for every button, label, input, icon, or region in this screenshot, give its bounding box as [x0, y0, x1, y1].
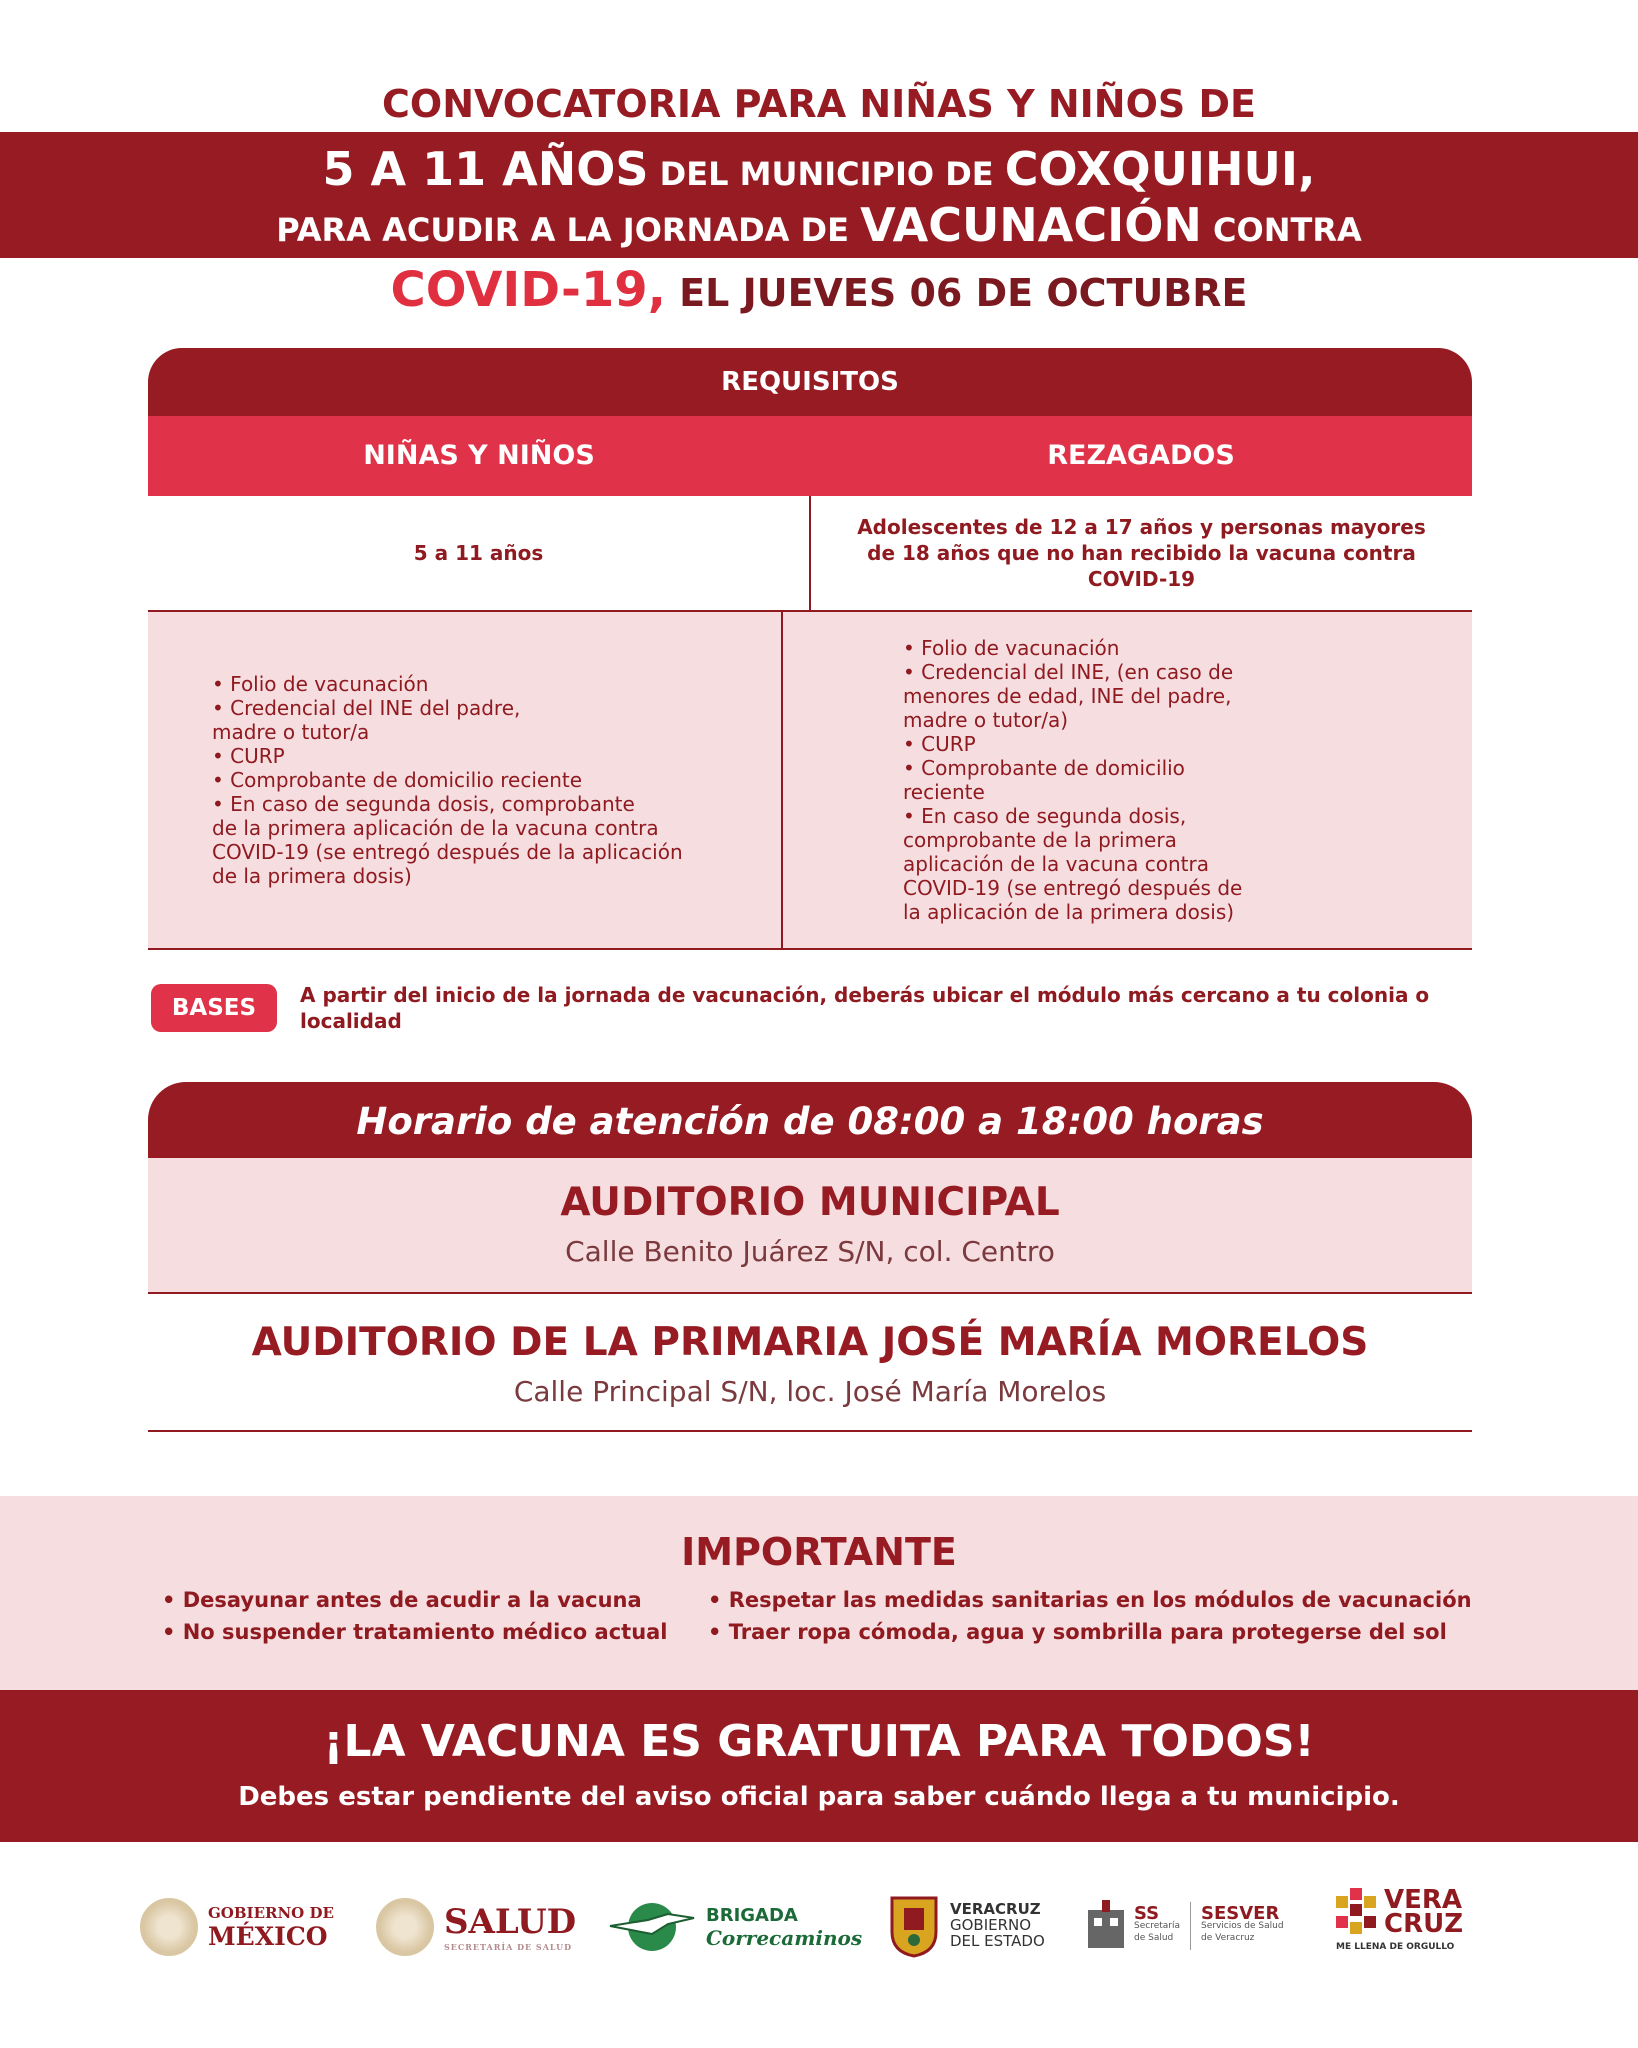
doc-item: de la primera dosis) — [212, 864, 412, 888]
logo-text: MÉXICO — [208, 1921, 328, 1951]
doc-note: (se entregó después de la aplicación — [309, 840, 683, 864]
docs-row — [148, 612, 1472, 950]
roadrunner-icon — [608, 1900, 698, 1954]
location-address: Calle Principal S/N, loc. José María Morelos — [513, 1375, 1107, 1408]
doc-item — [903, 660, 1242, 684]
important-list-left — [162, 1584, 668, 1648]
logo-strip — [0, 1880, 1638, 2000]
logo-text: Correcaminos — [706, 1925, 863, 1950]
logo-text: BRIGADA — [706, 1904, 798, 1926]
eagle-seal-icon — [376, 1898, 434, 1956]
age-right-line-1: Adolescentes de 12 a 17 años y personas mayores — [857, 515, 1426, 539]
free-vaccine-banner — [0, 1690, 1638, 1842]
title-band — [0, 132, 1638, 258]
covid-word: COVID-19, — [390, 262, 666, 318]
requirements-subheader — [148, 416, 1472, 496]
doc-item: aplicación de la vacuna contra — [903, 852, 1209, 876]
age-row — [148, 496, 1472, 612]
doc-item: • Credencial del INE del padre, — [212, 696, 521, 720]
age-right — [809, 496, 1472, 610]
vaccination-word: VACUNACIÓN — [860, 198, 1202, 252]
important-item: • No suspender tratamiento médico actual — [162, 1620, 668, 1644]
free-title: ¡LA VACUNA ES GRATUITA PARA TODOS! — [323, 1716, 1315, 1767]
municipality: COXQUIHUI, — [1004, 142, 1316, 196]
doc-item: menores de edad, INE del padre, — [903, 684, 1232, 708]
doc-item: • Folio de vacunación — [212, 672, 429, 696]
veracruz-gobierno-logo — [888, 1892, 1045, 1958]
doc-item: • CURP — [903, 732, 976, 756]
age-left — [148, 496, 809, 610]
doc-item: de la primera aplicación de la vacuna contra — [212, 816, 659, 840]
title-line-2 — [0, 142, 1638, 196]
title-part-b: CONTRA — [1213, 211, 1362, 249]
logo-text: DEL ESTADO — [950, 1932, 1045, 1950]
doc-bold: COVID-19 — [903, 876, 1001, 900]
doc-item: • Folio de vacunación — [903, 636, 1120, 660]
age-left-text: 5 a 11 años — [413, 541, 544, 565]
doc-item: • En caso de segunda dosis, — [903, 804, 1187, 828]
logo-text: de Veracruz — [1201, 1933, 1255, 1943]
doc-item — [903, 876, 1242, 900]
doc-item: • Comprobante de domicilio reciente — [212, 768, 583, 792]
age-right-line-2: de 18 años que no han recibido la vacuna contra COVID-19 — [867, 541, 1416, 591]
bases-badge: BASES — [151, 984, 277, 1032]
important-list-right — [708, 1584, 1472, 1648]
col-laggards: REZAGADOS — [1047, 440, 1235, 471]
doc-item: madre o tutor/a — [212, 720, 370, 744]
doc-bold: • Credencial del INE, — [903, 660, 1111, 684]
location-2 — [148, 1294, 1472, 1432]
doc-item: la aplicación de la primera dosis) — [903, 900, 1235, 924]
vera-cruz-pattern-icon — [1336, 1888, 1380, 1936]
doc-item: comprobante de la primera — [903, 828, 1177, 852]
eagle-seal-icon — [140, 1898, 198, 1956]
location-name: AUDITORIO DE LA PRIMARIA JOSÉ MARÍA MORELOS — [251, 1320, 1369, 1365]
schedule-section — [148, 1082, 1472, 1432]
logo-text: GOBIERNO — [950, 1916, 1032, 1934]
location-name: AUDITORIO MUNICIPAL — [560, 1180, 1060, 1225]
sesver-logo — [1084, 1898, 1284, 1954]
schedule-header: Horario de atención de 08:00 a 18:00 horas — [148, 1082, 1472, 1158]
important-item: • Traer ropa cómoda, agua y sombrilla para protegerse del sol — [708, 1620, 1447, 1644]
title-line-1: CONVOCATORIA PARA NIÑAS Y NIÑOS DE — [382, 82, 1256, 126]
free-subtitle: Debes estar pendiente del aviso oficial para saber cuándo llega a tu municipio. — [238, 1782, 1400, 1812]
vera-cruz-logo — [1336, 1885, 1464, 1952]
requirements-header: REQUISITOS — [148, 348, 1472, 416]
gobierno-mexico-logo — [140, 1898, 334, 1956]
logo-text: GOBIERNO DE — [208, 1903, 334, 1922]
bases-text: A partir del inicio de la jornada de vacunación, deberás ubicar el módulo más cercano a tu colonia o localidad — [300, 983, 1430, 1033]
important-section — [0, 1496, 1638, 1690]
veracruz-shield-icon — [888, 1892, 940, 1958]
doc-item — [212, 840, 683, 864]
logo-text: ME LLENA DE ORGULLO — [1336, 1942, 1455, 1952]
logo-divider — [1190, 1902, 1191, 1950]
doc-item: • Comprobante de domicilio — [903, 756, 1185, 780]
title-line-3 — [0, 198, 1638, 252]
docs-right — [781, 612, 1472, 948]
important-item: • Respetar las medidas sanitarias en los módulos de vacunación — [708, 1588, 1472, 1612]
brigada-correcaminos-logo — [608, 1900, 862, 1954]
title-part-a: PARA ACUDIR A LA JORNADA DE — [276, 211, 849, 249]
important-title: IMPORTANTE — [681, 1530, 957, 1574]
doc-item: madre o tutor/a) — [903, 708, 1069, 732]
requirements-table — [148, 348, 1472, 950]
salud-logo — [376, 1898, 576, 1956]
location-address: Calle Benito Juárez S/N, col. Centro — [565, 1235, 1055, 1268]
logo-text: SALUD — [444, 1902, 577, 1942]
important-item: • Desayunar antes de acudir a la vacuna — [162, 1588, 642, 1612]
logo-text: Secretaría — [1134, 1921, 1180, 1931]
logo-text: VERA — [1384, 1885, 1463, 1915]
doc-item: • En caso de segunda dosis, comprobante — [212, 792, 635, 816]
logo-text: de Salud — [1134, 1933, 1174, 1943]
docs-left — [148, 612, 781, 948]
logo-text: SESVER — [1201, 1903, 1280, 1924]
doc-item: • CURP — [212, 744, 285, 768]
doc-note: (se entregó después de — [1000, 876, 1243, 900]
logo-text: CRUZ — [1384, 1909, 1464, 1939]
doc-bold: COVID-19 — [212, 840, 310, 864]
age-range: 5 A 11 AÑOS — [322, 142, 649, 196]
event-date: EL JUEVES 06 DE OCTUBRE — [679, 271, 1248, 315]
logo-text: SS — [1134, 1903, 1160, 1924]
logo-text: VERACRUZ — [950, 1900, 1041, 1918]
doc-item: reciente — [903, 780, 985, 804]
title-mid: DEL MUNICIPIO DE — [659, 155, 994, 193]
logo-text: Servicios de Salud — [1201, 1921, 1284, 1931]
ss-building-icon — [1084, 1898, 1128, 1954]
location-1 — [148, 1158, 1472, 1294]
title-line-4 — [0, 262, 1638, 318]
doc-note: (en caso de — [1110, 660, 1234, 684]
logo-text: SECRETARÍA DE SALUD — [444, 1942, 572, 1952]
col-children: NIÑAS Y NIÑOS — [363, 440, 595, 471]
